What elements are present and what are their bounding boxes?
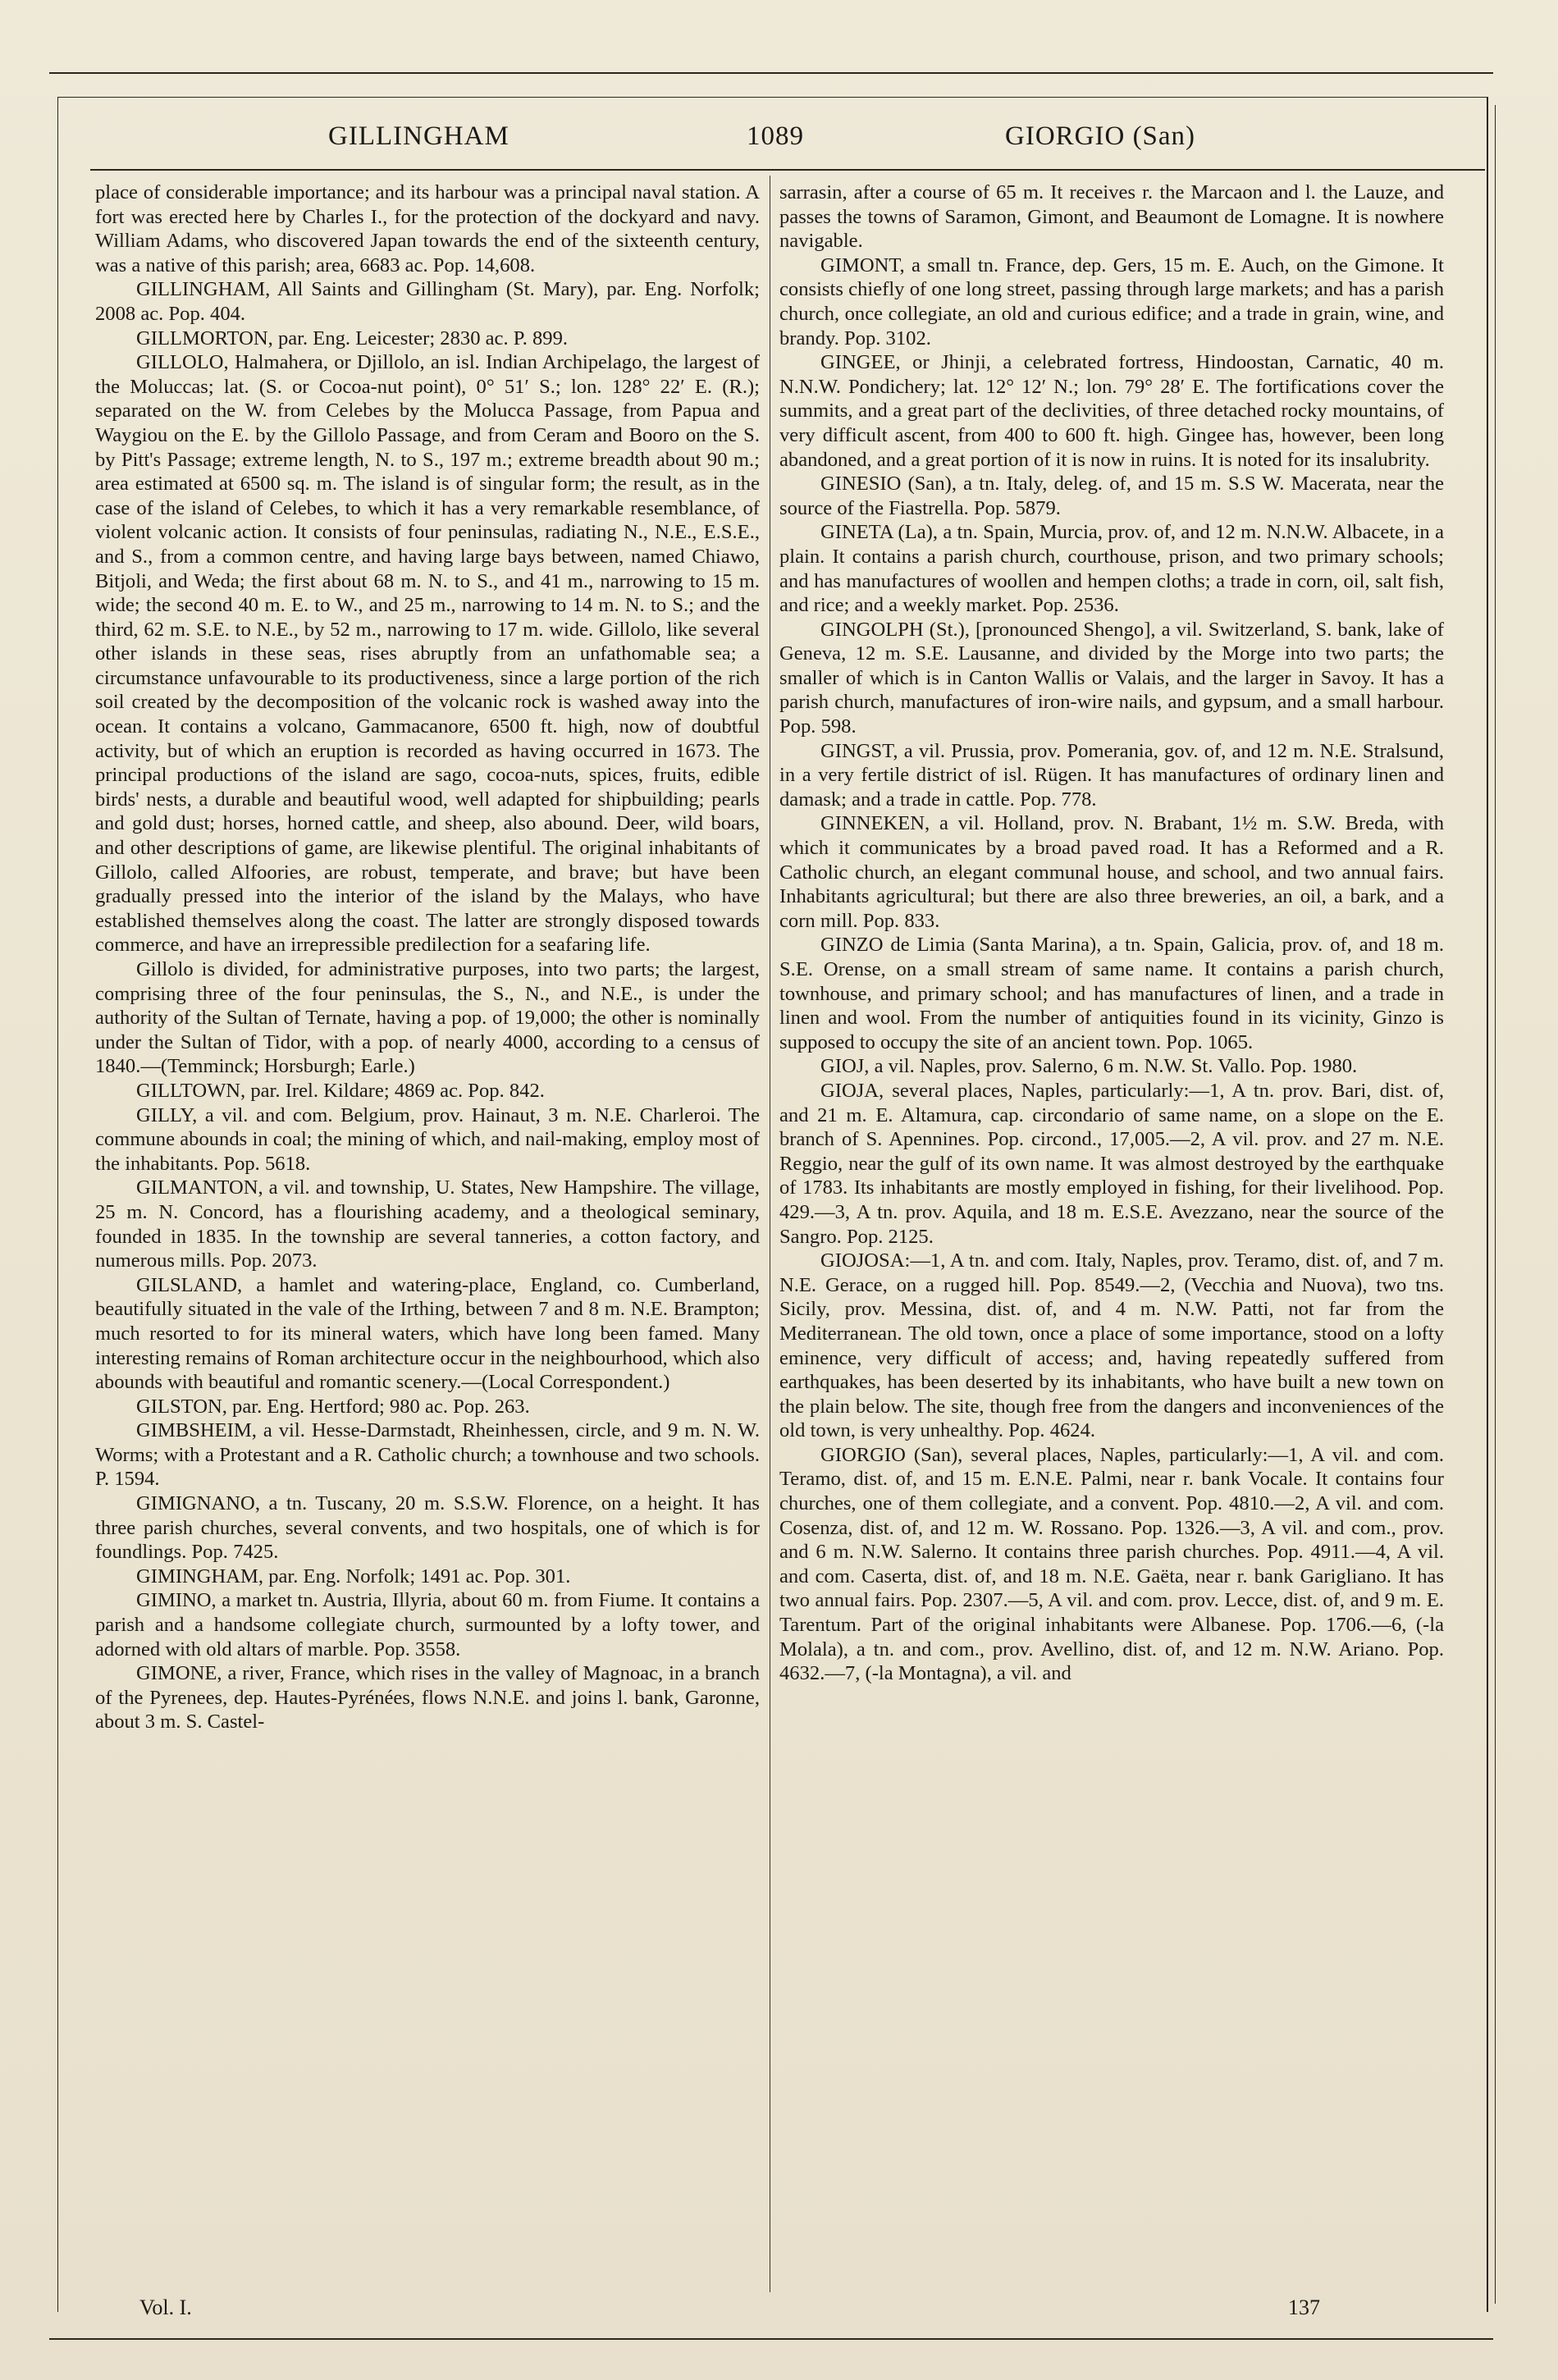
entry-gineta: GINETA (La), a tn. Spain, Murcia, prov. of, and 12 m. N.N.W. Albacete, in a plain. It contains a parish church, courthouse, prison, and two primary schools; and has manufactures of woollen and hempen cloths; a trade in corn, oil, salt fish, and rice; and a weekly market. Pop. 2536. — [779, 521, 1444, 617]
frame-inner-top-rule — [57, 97, 1487, 98]
entry-gimingham: GIMINGHAM, par. Eng. Norfolk; 1491 ac. Pop. 301. — [136, 1565, 571, 1587]
entry-giojosa: GIOJOSA:—1, A tn. and com. Italy, Naples, prov. Teramo, dist. of, and 7 m. N.E. Gerace, on a rugged hill. Pop. 8549.—2, (Vecchia and Nuova), two tns. Sicily, prov. Messina, dist. of, and 4 m. N.W. Patti, not far from the Mediterranean. The old town, once a place of some importance, stood on a lofty eminence, very difficult of access; and, having repeatedly suffered from earthquakes, has been deserted by its inhabitants, who have built a new town on the plain below. The site, though free from the dangers and inconveniences of the old town, is very unhealthy. Pop. 4624. — [779, 1249, 1444, 1442]
entry-ginesio: GINESIO (San), a tn. Italy, deleg. of, and 15 m. S.S W. Macerata, near the source of the Fiastrella. Pop. 5879. — [779, 473, 1444, 519]
entry-gilly: GILLY, a vil. and com. Belgium, prov. Hainaut, 3 m. N.E. Charleroi. The commune abounds in coal; the mining of which, and nail-making, employ most of the inhabitants. Pop. 5618. — [95, 1103, 760, 1175]
entry-gioja: GIOJA, several places, Naples, particularly:—1, A tn. prov. Bari, dist. of, and 21 m. E. Altamura, cap. circondario of same name, on a slope on the E. branch of S. Apennines. Pop. circond., 17,005.—2, A vil. prov. and 27 m. N.E. Reggio, near the gulf of its own name. It was almost destroyed by the earthquake of 1783. Its inhabitants are mostly employed in fishing, for their livelihood. Pop. 429.—3, A tn. prov. Aquila, and 18 m. E.S.E. Avezzano, near the source of the Sangro. Pop. 2125. — [779, 1079, 1444, 1248]
entry-continuation: sarrasin, after a course of 65 m. It receives r. the Marcaon and l. the Lauze, and passes the towns of Saramon, Gimont, and Beaumont de Lomagne. It is nowhere navigable. — [779, 181, 1444, 253]
header-left-word: GILLINGHAM — [328, 121, 509, 151]
frame-right-rule — [1487, 97, 1488, 2312]
volume-mark: Vol. I. — [139, 2295, 192, 2319]
entry-gilston: GILSTON, par. Eng. Hertford; 980 ac. Pop. 263. — [136, 1395, 530, 1418]
entry-gillmorton: GILLMORTON, par. Eng. Leicester; 2830 ac. P. 899. — [136, 327, 569, 349]
entry-gimino: GIMINO, a market tn. Austria, Illyria, about 60 m. from Fiume. It contains a parish and a handsome collegiate church, surmounted by a lofty tower, and adorned with old altars of marble. Pop. 3558. — [95, 1589, 760, 1661]
entry-gimbsheim: GIMBSHEIM, a vil. Hesse-Darmstadt, Rheinhessen, circle, and 9 m. N. W. Worms; with a Protestant and a R. Catholic church; a townhouse and two schools. P. 1594. — [95, 1419, 760, 1491]
entry-gillingham: GILLINGHAM, All Saints and Gillingham (St. Mary), par. Eng. Norfolk; 2008 ac. Pop. 404. — [95, 278, 760, 325]
entry-gimont: GIMONT, a small tn. France, dep. Gers, 15 m. E. Auch, on the Gimone. It consists chiefly of one long street, passing through large markets; and has a parish church, once collegiate, an old and curious edifice; and a trade in grain, wine, and brandy. Pop. 3102. — [779, 254, 1444, 349]
entry-gillolo: GILLOLO, Halmahera, or Djillolo, an isl. Indian Archipelago, the largest of the Moluccas; lat. (S. or Cocoa-nut point), 0° 51′ S.; lon. 128° 22′ E. (R.); separated on the W. from Celebes by the Molucca Passage, from Papua and Waygiou on the E. by the Gillolo Passage, and from Ceram and Booro on the S. by Pitt's Passage; extreme length, N. to S., 197 m.; extreme breadth about 90 m.; area estimated at 6500 sq. m. The island is of singular form; the result, as in the case of the island of Celebes, to which it has a very remarkable resemblance, of violent volcanic action. It consists of four peninsulas, radiating N., N.E., E.S.E., and S., from a common centre, and having large bays between, named Chiawo, Bitjoli, and Weda; the first about 68 m. N. to S., and 41 m., narrowing to 15 m. wide; the second 40 m. E. to W., and 25 m., narrowing to 14 m. N. to S.; and the third, 62 m. S.E. to N.E., by 52 m., narrowing to 17 m. wide. Gillolo, like several other islands in these seas, rises abruptly from an unfathomable sea; a circumstance unfavourable to its productiveness, since a large portion of the rich soil created by the decomposition of the volcanic rock is washed away into the ocean. It contains a volcano, Gammacanore, 6500 ft. high, now of doubtful activity, but of which an eruption is recorded as having occurred in 1673. The principal productions of the island are sago, cocoa-nuts, spices, fruits, edible birds' nests, a durable and beautiful wood, well adapted for shipbuilding; pearls and gold dust; horses, horned cattle, and sheep, also abound. Deer, wild boars, and other descriptions of game, are likewise plentiful. The original inhabitants of Gillolo, called Alfoories, are robust, temperate, and brave; but have been gradually pressed into the interior of the island by the Malays, who have established themselves along the coast. The latter are strongly disposed towards commerce, and have an irrepressible predilection for a seafaring life. — [95, 351, 760, 957]
entry-gilmanton: GILMANTON, a vil. and township, U. States, New Hampshire. The village, 25 m. N. Concord, has a flourishing academy, and a theological seminary, founded in 1835. In the township are several tanneries, a cotton factory, and numerous mills. Pop. 2073. — [95, 1176, 760, 1272]
entry-continuation: place of considerable importance; and its harbour was a principal naval station. A fort was erected here by Charles I., for the protection of the dockyard and navy. William Adams, who discovered Japan towards the end of the sixteenth century, was a native of this parish; area, 6683 ac. Pop. 14,608. — [95, 181, 760, 276]
header-rule — [90, 169, 1485, 171]
entry-gimignano: GIMIGNANO, a tn. Tuscany, 20 m. S.S.W. Florence, on a height. It has three parish churches, several convents, and two hospitals, one of which is for foundlings. Pop. 7425. — [95, 1492, 760, 1564]
entry-gingst: GINGST, a vil. Prussia, prov. Pomerania, gov. of, and 12 m. N.E. Stralsund, in a very fertile district of isl. Rügen. It has manufactures of ordinary linen and damask; and a trade in cattle. Pop. 778. — [779, 739, 1444, 811]
header-right-word: GIORGIO (San) — [1005, 121, 1196, 151]
page-number: 1089 — [747, 121, 804, 151]
frame-right-rule-inner — [1495, 105, 1496, 2304]
left-column — [95, 180, 760, 2289]
entry-gilltown: GILLTOWN, par. Irel. Kildare; 4869 ac. Pop. 842. — [136, 1079, 545, 1102]
entry-giorgio: GIORGIO (San), several places, Naples, particularly:—1, A vil. and com. Teramo, dist. of, and 15 m. E.N.E. Palmi, near r. bank Vocale. It contains four churches, one of them collegiate, and a convent. Pop. 4810.—2, A vil. and com. Cosenza, dist. of, and 12 m. W. Rossano. Pop. 1326.—3, A vil. and com., prov. and 6 m. N.W. Salerno. It contains three parish churches. Pop. 4911.—4, A vil. and com. Caserta, dist. of, and 18 m. N.E. Gaëta, near r. bank Garigliano. It has two annual fairs. Pop. 2307.—5, A vil. and com. prov. Lecce, dist. of, and 9 m. E. Tarentum. Part of the original inhabitants were Albanese. Pop. 1706.—6, (-la Molala), a tn. and com., prov. Avellino, dist. of, and 12 m. N.W. Ariano. Pop. 4632.—7, (-la Montagna), a vil. and — [779, 1443, 1444, 1685]
right-column — [779, 180, 1444, 2289]
entry-gillolo-admin: Gillolo is divided, for administrative purposes, into two parts; the largest, comprising three of the four peninsulas, the S., N., and N.E., is under the authority of the Sultan of Ternate, having a pop. of 19,000; the other is nominally under the Sultan of Tidor, with a pop. of nearly 4000, according to a census of 1840.—(Temminck; Horsburgh; Earle.) — [95, 958, 760, 1078]
entry-gioj: GIOJ, a vil. Naples, prov. Salerno, 6 m. N.W. St. Vallo. Pop. 1980. — [820, 1055, 1358, 1078]
entry-gilsland: GILSLAND, a hamlet and watering-place, England, co. Cumberland, beautifully situated in the vale of the Irthing, between 7 and 8 m. N.E. Brampton; much resorted to for its mineral waters, which have long been famed. Many interesting remains of Roman architecture occur in the neighbourhood, which also abounds with beautiful and romantic scenery.—(Local Correspondent.) — [95, 1273, 760, 1394]
entry-ginzo: GINZO de Limia (Santa Marina), a tn. Spain, Galicia, prov. of, and 18 m. S.E. Orense, on a small stream of same name. It contains a parish church, townhouse, and primary school; and has manufactures of linen, and a trade in linen and wool. From the number of antiquities found in its vicinity, Ginzo is supposed to occupy the site of an ancient town. Pop. 1065. — [779, 934, 1444, 1053]
frame-left-rule — [57, 97, 58, 2312]
entry-gingolph: GINGOLPH (St.), [pronounced Shengo], a vil. Switzerland, S. bank, lake of Geneva, 12 m. S.E. Lausanne, and divided by the Morge into two parts; the smaller of which is in Canton Wallis or Valais, and the larger in Savoy. It has a parish church, manufactures of iron-wire nails, and gypsum, and a small harbour. Pop. 598. — [779, 618, 1444, 738]
signature-mark: 137 — [1288, 2295, 1320, 2319]
entry-gingee: GINGEE, or Jhinji, a celebrated fortress, Hindoostan, Carnatic, 40 m. N.N.W. Pondichery; lat. 12° 12′ N.; lon. 79° 28′ E. The fortifications cover the summits, and a great part of the declivities, of three detached rocky mountains, of very difficult ascent, from 400 to 600 ft. high. Gingee has, however, been long abandoned, and a great portion of it is now in ruins. It is noted for its insalubrity. — [779, 351, 1444, 471]
running-header — [90, 121, 1452, 162]
entry-ginneken: GINNEKEN, a vil. Holland, prov. N. Brabant, 1½ m. S.W. Breda, with which it communicates by a broad paved road. It has a Reformed and a R. Catholic church, an elegant communal house, and school, and two annual fairs. Inhabitants agricultural; but there are also three breweries, an oil, a bark, and a corn mill. Pop. 833. — [779, 812, 1444, 932]
entry-gimone: GIMONE, a river, France, which rises in the valley of Magnoac, in a branch of the Pyrenees, dep. Hautes-Pyrénées, flows N.N.E. and joins l. bank, Garonne, about 3 m. S. Castel- — [95, 1662, 760, 1734]
